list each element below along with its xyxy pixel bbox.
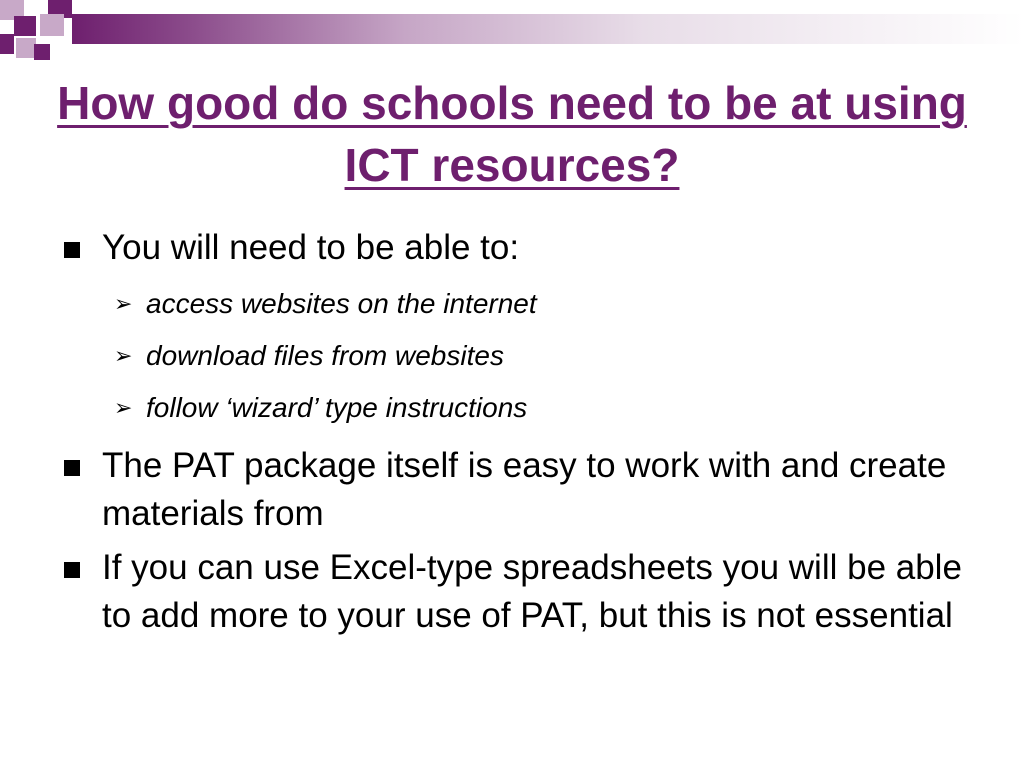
arrow-bullet-icon: ➢: [114, 344, 133, 369]
decor-square-4: [40, 14, 64, 36]
decor-square-6: [16, 38, 36, 58]
slide-title: How good do schools need to be at using ICT resources?: [57, 77, 967, 191]
bullet-item: [62, 442, 982, 538]
bullet-text: You will need to be able to:: [102, 228, 520, 267]
header-gradient-bar: [72, 14, 1024, 44]
bullet-text: The PAT package itself is easy to work with and create materials from: [102, 446, 947, 533]
arrow-bullet-icon: ➢: [114, 292, 133, 317]
decor-square-5: [0, 34, 14, 54]
sub-bullet-text: download files from websites: [146, 340, 504, 371]
arrow-bullet-icon: ➢: [114, 396, 133, 421]
sub-bullet-item: [62, 284, 982, 324]
decor-square-3: [14, 16, 36, 36]
bullet-item: [62, 544, 982, 640]
square-bullet-icon: [64, 562, 80, 578]
square-bullet-icon: [64, 242, 80, 258]
bullet-text: If you can use Excel-type spreadsheets you will be able to add more to your use of PAT, but this is not essential: [102, 548, 962, 635]
sub-bullet-item: [62, 388, 982, 428]
decor-square-7: [34, 44, 50, 60]
sub-bullet-item: [62, 336, 982, 376]
bullet-item: [62, 224, 982, 272]
square-bullet-icon: [64, 460, 80, 476]
sub-bullet-text: access websites on the internet: [146, 288, 537, 319]
slide-content: [62, 224, 982, 640]
sub-bullet-text: follow ‘wizard’ type instructions: [146, 392, 528, 423]
sub-bullet-list: [62, 284, 982, 428]
